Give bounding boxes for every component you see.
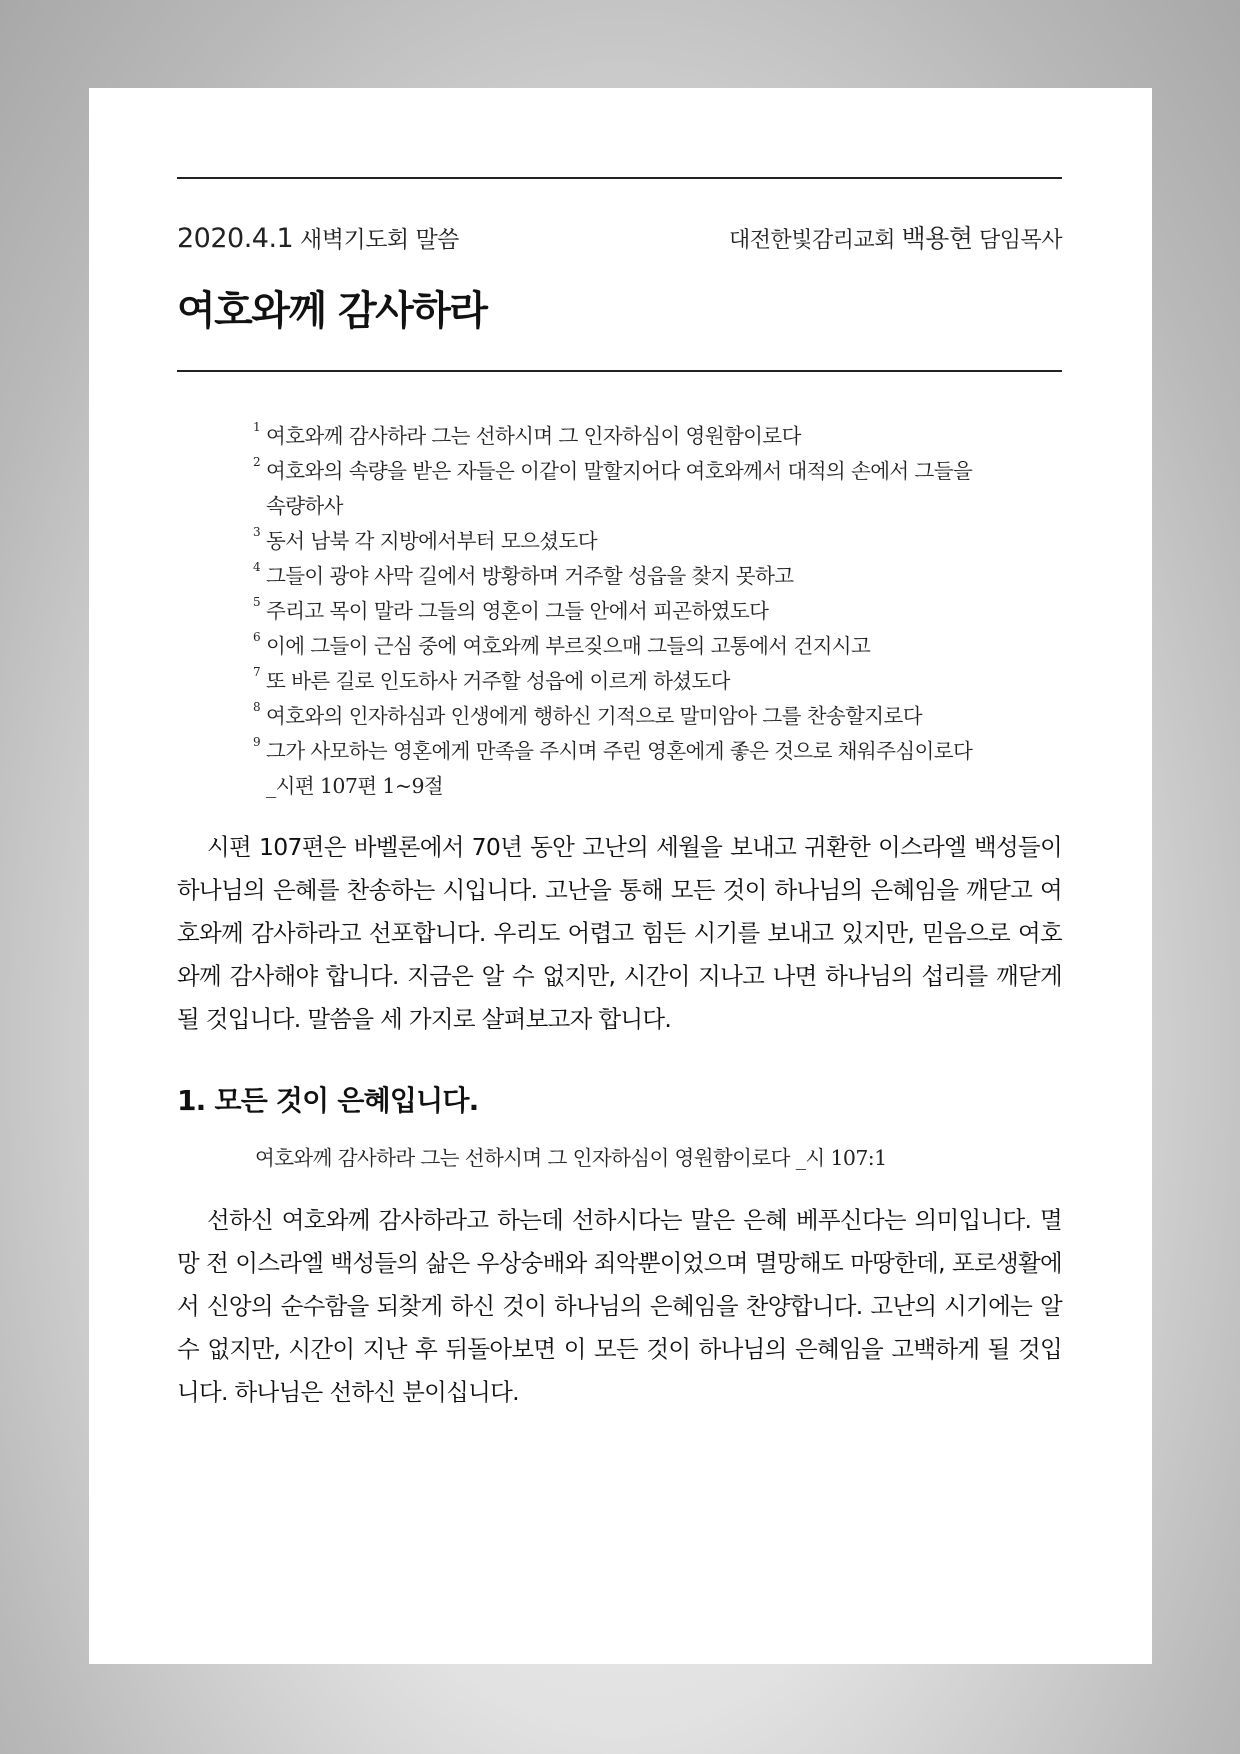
- verse-text: 여호와께 감사하라 그는 선하시며 그 인자하심이 영원함이로다: [266, 424, 801, 448]
- verse: [253, 629, 993, 664]
- document-page: [89, 88, 1152, 1664]
- church-line: [729, 219, 1062, 255]
- verse-text: 여호와의 인자하심과 인생에게 행하신 기적으로 말미암아 그를 찬송할지로다: [266, 704, 922, 728]
- pastor-name: 백용현: [901, 224, 973, 253]
- service-name: 새벽기도회 말씀: [300, 227, 459, 253]
- pastor-title: 담임목사: [978, 228, 1062, 253]
- verse-number: 2: [253, 455, 261, 469]
- verse: [253, 454, 993, 524]
- verse-number: 7: [253, 665, 261, 679]
- verse-text: 여호와의 속량을 받은 자들은 이같이 말할지어다 여호와께서 대적의 손에서 그들을 속량하사: [266, 459, 973, 518]
- scripture-citation: _시편 107편 1~9절: [266, 774, 444, 798]
- intro-paragraph: 시편 107편은 바벨론에서 70년 동안 고난의 세월을 보내고 귀환한 이스라엘 백성들이 하나님의 은혜를 찬송하는 시입니다. 고난을 통해 모든 것이 하나님의 은혜임을 깨닫고 여호와께 감사하라고 선포합니다. 우리도 어렵고 힘든 시기를 보내고 있지만, 믿음으로 여호와께 감사해야 합니다. 지금은 알 수 없지만, 시간이 지나고 나면 하나님의 섭리를 깨닫게 될 것입니다. 말씀을 세 가지로 살펴보고자 합니다.: [177, 833, 1062, 1033]
- sermon-title: 여호와께 감사하라: [177, 288, 487, 334]
- verse: [253, 419, 993, 454]
- verse-number: 3: [253, 525, 261, 539]
- verse-text: 그들이 광야 사막 길에서 방황하며 거주할 성읍을 찾지 못하고: [266, 564, 794, 588]
- scripture-passage: [253, 419, 993, 804]
- verse-text: 동서 남북 각 지방에서부터 모으셨도다: [266, 529, 597, 553]
- verse-text: 그가 사모하는 영혼에게 만족을 주시며 주린 영혼에게 좋은 것으로 채워주심이로다: [266, 739, 973, 763]
- verse: [253, 594, 993, 629]
- verse: [253, 559, 993, 594]
- top-rule: [177, 177, 1062, 179]
- title-rule: [177, 370, 1062, 372]
- verse-number: 4: [253, 560, 261, 574]
- verse-number: 5: [253, 595, 261, 609]
- header-row: [177, 219, 1062, 254]
- verse: [253, 699, 993, 734]
- verse-number: 6: [253, 630, 261, 644]
- verse: [253, 734, 993, 769]
- verse: [253, 524, 993, 559]
- verse-text: 또 바른 길로 인도하사 거주할 성읍에 이르게 하셨도다: [266, 669, 730, 693]
- service-date-line: [177, 221, 459, 254]
- page-content: [177, 177, 1062, 1438]
- verse-number: 1: [253, 420, 261, 434]
- verse-number: 9: [253, 735, 261, 749]
- verse: [253, 664, 993, 699]
- section-verse: 여호와께 감사하라 그는 선하시며 그 인자하심이 영원함이로다 _시 107:1: [255, 1146, 887, 1170]
- verse-text: 주리고 목이 말라 그들의 영혼이 그들 안에서 피곤하였도다: [266, 599, 769, 623]
- section-heading: 1. 모든 것이 은혜입니다.: [177, 1084, 479, 1117]
- verse-text: 이에 그들이 근심 중에 여호와께 부르짖으매 그들의 고통에서 건지시고: [266, 634, 871, 658]
- section-paragraph: 선하신 여호와께 감사하라고 하는데 선하시다는 말은 은혜 베푸신다는 의미입니다. 멸망 전 이스라엘 백성들의 삶은 우상숭배와 죄악뿐이었으며 멸망해도 마땅한데, 포로생활에서 신앙의 순수함을 되찾게 하신 것이 하나님의 은혜임을 찬양합니다. 고난의 시기에는 알 수 없지만, 시간이 지난 후 뒤돌아보면 이 모든 것이 하나님의 은혜임을 고백하게 될 것입니다. 하나님은 선하신 분이십니다.: [177, 1206, 1062, 1406]
- service-date: 2020.4.1: [177, 223, 294, 254]
- church-name: 대전한빛감리교회: [729, 228, 896, 253]
- verse-number: 8: [253, 700, 261, 714]
